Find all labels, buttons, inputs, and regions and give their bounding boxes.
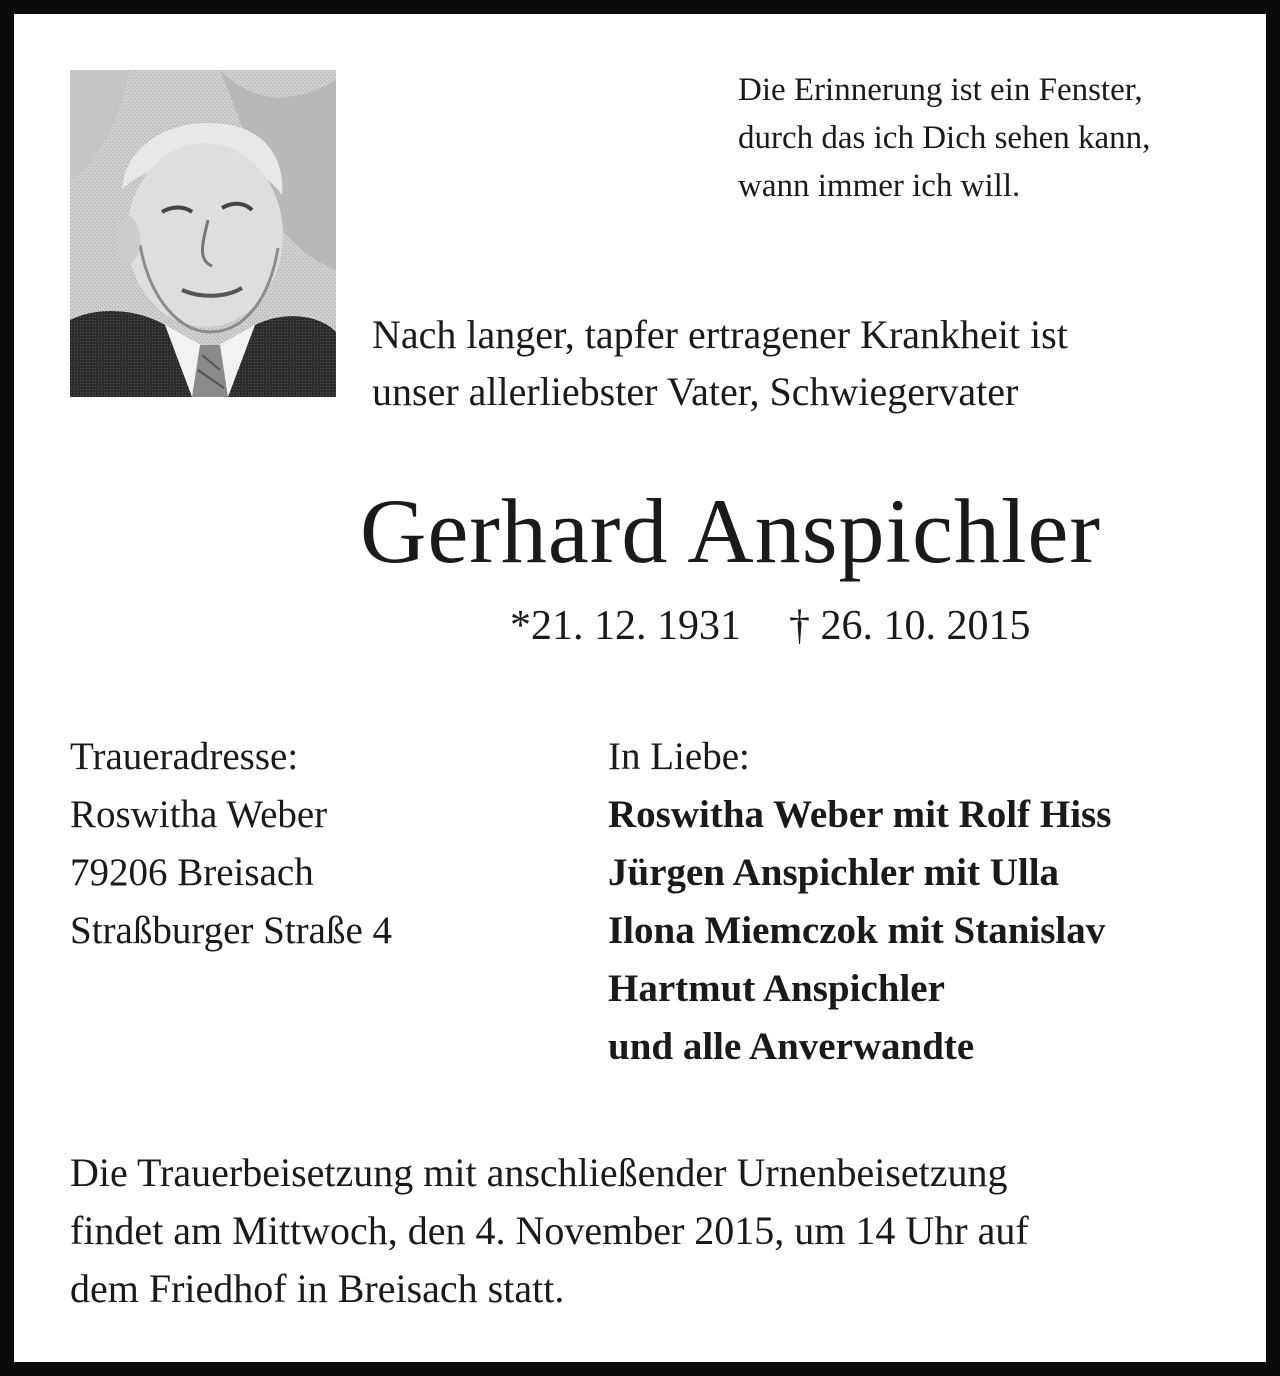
intro-text [372,306,1252,420]
intro-line: unser allerliebster Vater, Schwiegervater [372,369,1019,414]
deceased-name: Gerhard Anspichler [360,480,1101,582]
family-name: Ilona Miemczok mit Stanislav [608,909,1106,952]
quote-line: wann immer ich will. [738,168,1021,204]
family-heading: In Liebe: [608,735,750,778]
memorial-quote [738,66,1258,210]
address-line: Straßburger Straße 4 [70,909,393,952]
family-name: und alle Anverwandte [608,1025,975,1068]
life-dates [510,598,1031,654]
quote-line: durch das ich Dich sehen kann, [738,120,1151,156]
portrait-photo [70,70,336,397]
birth-date: *21. 12. 1931 [510,603,741,649]
quote-line: Die Erinnerung ist ein Fenster, [738,72,1143,108]
portrait-image [70,70,336,397]
funeral-details [70,1144,1250,1318]
death-date: † 26. 10. 2015 [789,603,1031,649]
family-name: Hartmut Anspichler [608,967,945,1010]
family-names [608,786,1268,1076]
family-signatures [608,728,1268,1076]
funeral-line: findet am Mittwoch, den 4. November 2015, um 14 Uhr auf [70,1208,1029,1253]
funeral-line: dem Friedhof in Breisach statt. [70,1266,565,1311]
family-name: Roswitha Weber mit Rolf Hiss [608,793,1112,836]
address-line: 79206 Breisach [70,851,314,894]
intro-line: Nach langer, tapfer ertragener Krankheit ist [372,312,1068,357]
address-heading: Traueradresse: [70,735,299,778]
address-line: Roswitha Weber [70,793,328,836]
funeral-line: Die Trauerbeisetzung mit anschließender Urnenbeisetzung [70,1150,1008,1195]
family-name: Jürgen Anspichler mit Ulla [608,851,1060,894]
mourning-address [70,728,550,960]
